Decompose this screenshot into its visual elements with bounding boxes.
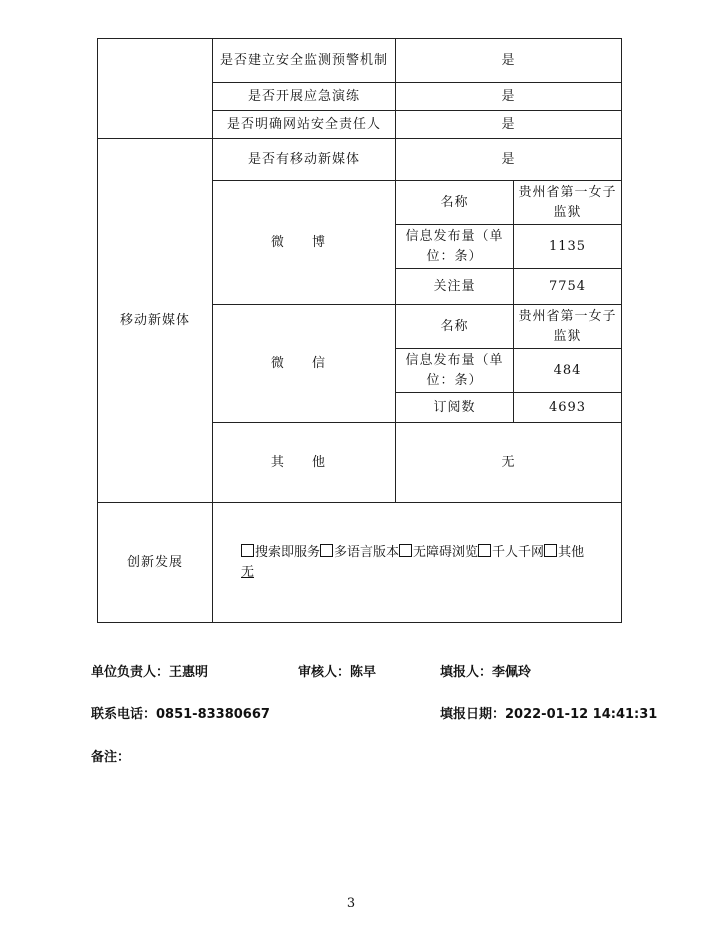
wechat-subscribers-label: 订阅数 xyxy=(396,393,514,423)
other-media-label: 其 他 xyxy=(213,423,396,503)
weibo-posts-value: 1135 xyxy=(514,225,622,269)
innovation-option-label: 多语言版本 xyxy=(334,544,400,560)
wechat-name-value: 贵州省第一女子监狱 xyxy=(514,305,622,349)
innovation-option[interactable] xyxy=(399,545,478,560)
innovation-option-label: 搜索即服务 xyxy=(255,544,321,560)
contact-phone: 联系电话：0851-83380667 xyxy=(91,707,270,722)
monitoring-value: 是 xyxy=(396,39,622,83)
checkbox-icon[interactable] xyxy=(399,544,412,557)
has-new-media-label: 是否有移动新媒体 xyxy=(213,139,396,181)
checkbox-icon[interactable] xyxy=(241,544,254,557)
innovation-section-label: 创新发展 xyxy=(98,503,213,623)
weibo-name-label: 名称 xyxy=(396,181,514,225)
innovation-option[interactable] xyxy=(544,545,584,560)
weibo-title: 微 博 xyxy=(213,181,396,305)
new-media-section-label: 移动新媒体 xyxy=(98,139,213,503)
innovation-other-text: 无 xyxy=(241,564,255,580)
innovation-option-label: 其他 xyxy=(558,544,585,560)
report-table xyxy=(97,38,622,623)
unit-head: 单位负责人：王惠明 xyxy=(91,665,209,680)
weibo-posts-label: 信息发布量（单位：条） xyxy=(396,225,514,269)
weibo-name-value: 贵州省第一女子监狱 xyxy=(514,181,622,225)
wechat-posts-label: 信息发布量（单位：条） xyxy=(396,349,514,393)
innovation-option-label: 无障碍浏览 xyxy=(413,544,479,560)
wechat-subscribers-value: 4693 xyxy=(514,393,622,423)
drill-value: 是 xyxy=(396,83,622,111)
has-new-media-value: 是 xyxy=(396,139,622,181)
innovation-option[interactable] xyxy=(478,545,544,560)
reviewer: 审核人：陈早 xyxy=(298,665,377,680)
checkbox-icon[interactable] xyxy=(478,544,491,557)
section-cell-empty xyxy=(98,39,213,139)
notes: 备注： xyxy=(91,750,131,765)
wechat-name-label: 名称 xyxy=(396,305,514,349)
checkbox-icon[interactable] xyxy=(320,544,333,557)
other-media-value: 无 xyxy=(396,423,622,503)
monitoring-label: 是否建立安全监测预警机制 xyxy=(213,39,396,83)
responsible-label: 是否明确网站安全责任人 xyxy=(213,111,396,139)
innovation-option-label: 千人千网 xyxy=(492,544,545,560)
innovation-options xyxy=(213,503,622,623)
checkbox-icon[interactable] xyxy=(544,544,557,557)
innovation-option[interactable] xyxy=(320,545,399,560)
responsible-value: 是 xyxy=(396,111,622,139)
fill-date: 填报日期：2022-01-12 14:41:31 xyxy=(440,707,658,722)
weibo-followers-value: 7754 xyxy=(514,269,622,305)
page-number: 3 xyxy=(346,896,356,911)
innovation-option-list xyxy=(241,543,615,563)
wechat-title: 微 信 xyxy=(213,305,396,423)
drill-label: 是否开展应急演练 xyxy=(213,83,396,111)
wechat-posts-value: 484 xyxy=(514,349,622,393)
filler: 填报人：李佩玲 xyxy=(440,665,532,680)
weibo-followers-label: 关注量 xyxy=(396,269,514,305)
innovation-option[interactable] xyxy=(241,545,320,560)
